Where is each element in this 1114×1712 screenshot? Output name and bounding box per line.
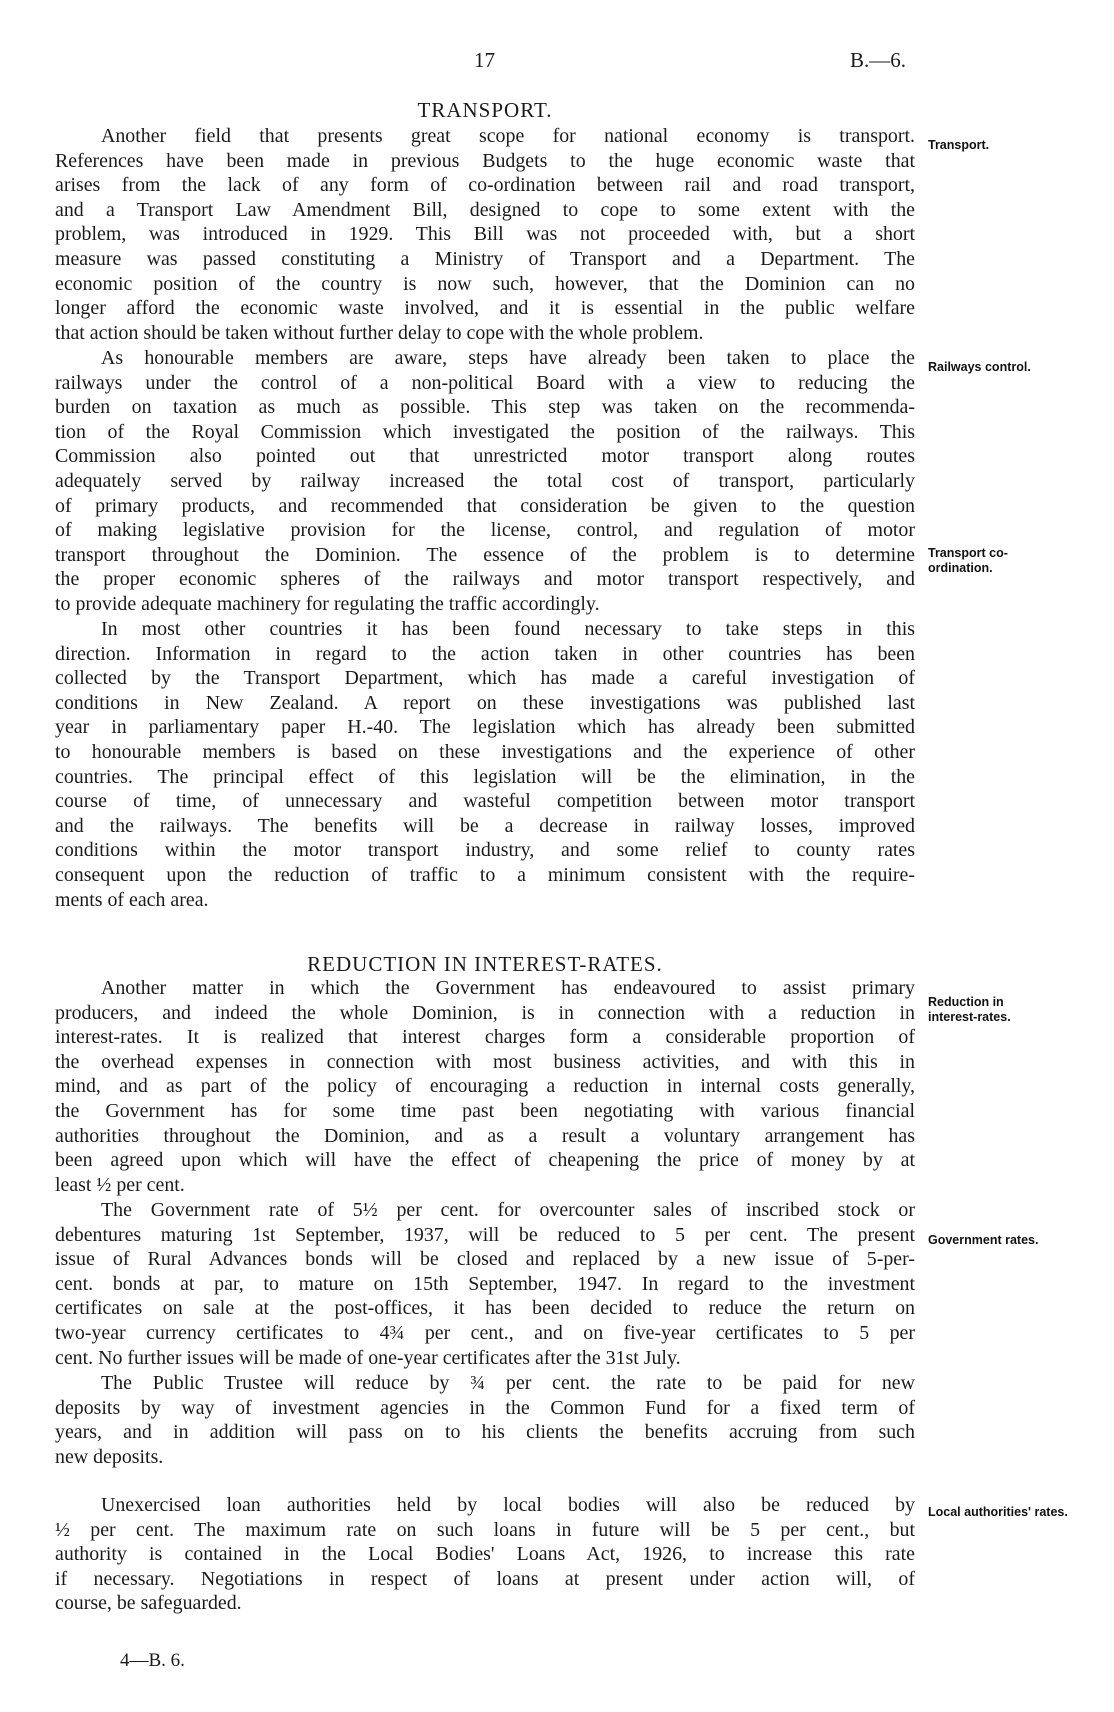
text-line: Another field that presents great scope for national economy is transport. (101, 125, 915, 147)
text-line: direction. Information in regard to the action taken in other countries has been (55, 642, 915, 665)
text-line: the proper economic spheres of the railways and motor transport respectively, and (55, 568, 915, 591)
text-line: tion of the Royal Commission which investigated the position of the railways. This (55, 420, 915, 443)
text-line: been agreed upon which will have the effect of cheapening the price of money by at (55, 1149, 915, 1172)
text-line: adequately served by railway increased the total cost of transport, particularly (55, 469, 915, 492)
text-line: arises from the lack of any form of co-ordination between rail and road transport, (55, 174, 915, 197)
side-note-government-rates: Government rates. (928, 1233, 1039, 1247)
text-line: debentures maturing 1st September, 1937, will be reduced to 5 per cent. The present (55, 1223, 915, 1246)
text-line: least ½ per cent. (55, 1173, 185, 1196)
paragraph (55, 1198, 915, 1370)
text-line: burden on taxation as much as possible. This step was taken on the recommenda- (55, 396, 915, 419)
text-line: Another matter in which the Government has endeavoured to assist primary (101, 977, 915, 999)
text-line: countries. The principal effect of this legislation will be the elimination, in the (55, 765, 915, 788)
text-line: year in parliamentary paper H.-40. The legislation which has already been submitted (55, 716, 915, 739)
text-line: The Public Trustee will reduce by ¾ per cent. the rate to be paid for new (101, 1372, 915, 1394)
side-note-local-authorities-rates: Local authorities' rates. (928, 1505, 1068, 1519)
text-line: producers, and indeed the whole Dominion, is in connection with a reduction in (55, 1001, 915, 1024)
text-line: longer afford the economic waste involved, and it is essential in the public welfare (55, 297, 915, 320)
text-line: cent. No further issues will be made of one-year certificates after the 31st July. (55, 1346, 681, 1369)
text-line: problem, was introduced in 1929. This Bill was not proceeded with, but a short (55, 223, 915, 246)
text-line: collected by the Transport Department, which has made a careful investigation of (55, 667, 915, 690)
text-line: In most other countries it has been found necessary to take steps in this (101, 618, 915, 640)
text-line: The Government rate of 5½ per cent. for overcounter sales of inscribed stock or (101, 1199, 915, 1221)
text-line: the overhead expenses in connection with most business activities, and with this in (55, 1050, 915, 1073)
text-line: and a Transport Law Amendment Bill, designed to cope to some extent with the (55, 198, 915, 221)
side-note-transport: Transport. (928, 138, 990, 152)
page-number: 17 (474, 48, 495, 72)
text-line: course, be safeguarded. (55, 1592, 242, 1615)
text-line: Commission also pointed out that unrestricted motor transport along routes (55, 445, 915, 468)
paragraph (55, 124, 915, 345)
text-line: two-year currency certificates to 4¾ per cent., and on five-year certificates to 5 per (55, 1321, 915, 1344)
footer-signature: 4—B. 6. (120, 1650, 185, 1671)
text-line: of primary products, and recommended that consideration be given to the question (55, 494, 915, 517)
paragraph (55, 346, 915, 617)
section-heading-transport: TRANSPORT. (417, 98, 553, 122)
text-line: railways under the control of a non-political Board with a view to reducing the (55, 371, 915, 394)
text-line: interest-rates. It is realized that interest charges form a considerable proportion of (55, 1026, 915, 1049)
text-line: transport throughout the Dominion. The essence of the problem is to determine (55, 543, 915, 566)
text-line: As honourable members are aware, steps have already been taken to place the (101, 347, 915, 369)
paragraph (55, 1493, 915, 1616)
text-line: economic position of the country is now such, however, that the Dominion can no (55, 272, 915, 295)
side-note-reduction-interest-rates: Reduction in interest-rates. (928, 995, 1011, 1024)
text-line: years, and in addition will pass on to his clients the benefits accruing from such (55, 1421, 915, 1444)
text-line: and the railways. The benefits will be a decrease in railway losses, improved (55, 814, 915, 837)
text-line: of making legislative provision for the license, control, and regulation of motor (55, 519, 915, 542)
text-line: the Government has for some time past been negotiating with various financial (55, 1099, 915, 1122)
text-line: to provide adequate machinery for regulating the traffic accordingly. (55, 592, 600, 615)
text-line: consequent upon the reduction of traffic to a minimum consistent with the require- (55, 863, 915, 886)
paragraph (55, 1371, 915, 1469)
side-note-transport-coordination: Transport co-ordination. (928, 546, 1008, 575)
paragraph (55, 617, 915, 912)
document-reference: B.—6. (850, 48, 907, 72)
text-line: References have been made in previous Budgets to the huge economic waste that (55, 149, 915, 172)
text-line: if necessary. Negotiations in respect of loans at present under action will, of (55, 1567, 915, 1590)
text-line: certificates on sale at the post-offices, it has been decided to reduce the return on (55, 1297, 915, 1320)
text-line: authorities throughout the Dominion, and as a result a voluntary arrangement has (55, 1124, 915, 1147)
paragraph (55, 976, 915, 1197)
section-heading-interest-rates: REDUCTION IN INTEREST-RATES. (307, 952, 663, 976)
text-line: measure was passed constituting a Ministry of Transport and a Department. The (55, 247, 915, 270)
text-line: ½ per cent. The maximum rate on such loans in future will be 5 per cent., but (55, 1518, 915, 1541)
text-line: conditions in New Zealand. A report on these investigations was published last (55, 691, 915, 714)
text-line: to honourable members is based on these investigations and the experience of other (55, 740, 915, 763)
text-line: Unexercised loan authorities held by local bodies will also be reduced by (101, 1494, 915, 1516)
text-line: cent. bonds at par, to mature on 15th September, 1947. In regard to the investment (55, 1272, 915, 1295)
text-line: mind, and as part of the policy of encouraging a reduction in internal costs generally, (55, 1075, 915, 1098)
text-line: ments of each area. (55, 888, 209, 911)
text-line: conditions within the motor transport industry, and some relief to county rates (55, 839, 915, 862)
text-line: that action should be taken without further delay to cope with the whole problem. (55, 321, 704, 344)
text-line: course of time, of unnecessary and wasteful competition between motor transport (55, 790, 915, 813)
side-note-railways-control: Railways control. (928, 360, 1031, 374)
text-line: deposits by way of investment agencies in the Common Fund for a fixed term of (55, 1396, 915, 1419)
text-line: issue of Rural Advances bonds will be closed and replaced by a new issue of 5-per- (55, 1248, 915, 1271)
text-line: authority is contained in the Local Bodies' Loans Act, 1926, to increase this rate (55, 1543, 915, 1566)
text-line: new deposits. (55, 1445, 164, 1468)
